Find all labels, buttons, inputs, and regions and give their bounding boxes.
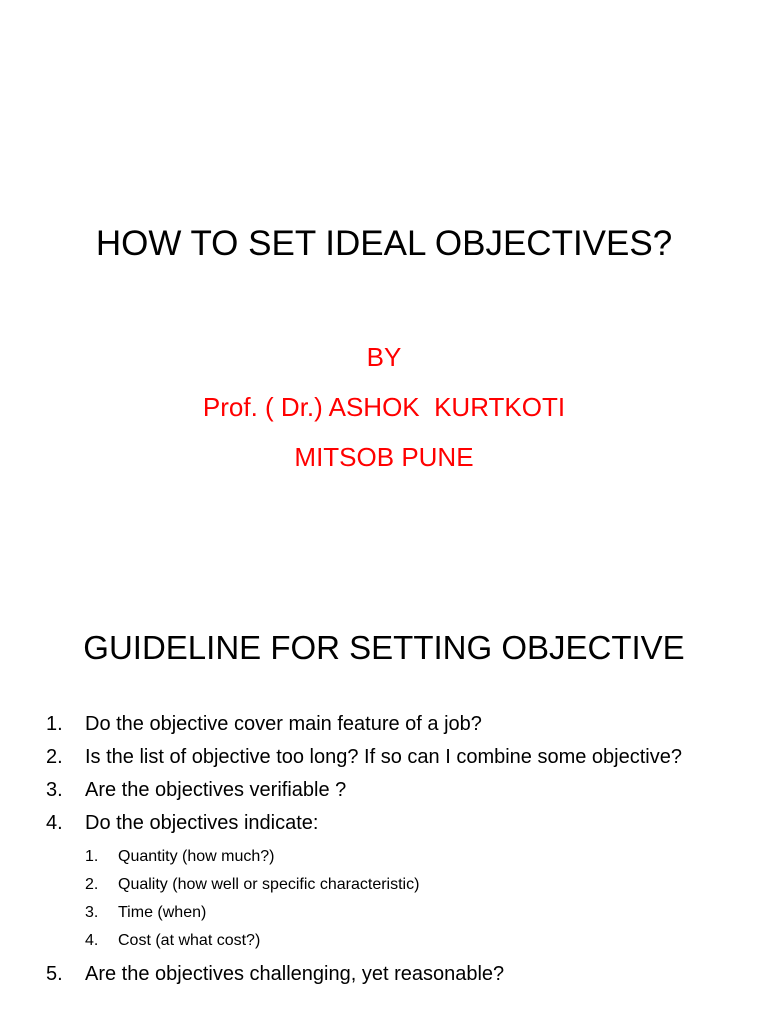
author-block <box>0 332 768 482</box>
sub-list-item <box>85 871 736 899</box>
sub-item-number: 3. <box>85 904 99 921</box>
item-number: 4. <box>46 812 63 834</box>
sub-item-text: Cost (at what cost?) <box>118 932 261 949</box>
sub-item-number: 2. <box>85 876 99 893</box>
sub-item-text: Time (when) <box>118 904 207 921</box>
sub-list <box>85 843 736 955</box>
slide-guidelines <box>0 576 768 1024</box>
sub-list-item <box>85 899 736 927</box>
item-number: 3. <box>46 779 63 801</box>
item-text: Do the objectives indicate: <box>85 812 319 834</box>
item-number: 1. <box>46 713 63 735</box>
list-item <box>46 710 736 738</box>
item-number: 5. <box>46 963 63 985</box>
sub-list-item <box>85 843 736 871</box>
list-item <box>46 776 736 804</box>
sub-list-item <box>85 927 736 955</box>
sub-item-text: Quality (how well or specific characteristic) <box>118 876 420 893</box>
item-text: Is the list of objective too long? If so can I combine some objective? <box>85 746 682 768</box>
item-text: Do the objective cover main feature of a job? <box>85 713 482 735</box>
item-text: Are the objectives verifiable ? <box>85 779 347 801</box>
item-text: Are the objectives challenging, yet reasonable? <box>85 963 505 985</box>
list-item <box>46 743 736 771</box>
sub-item-text: Quantity (how much?) <box>118 848 275 865</box>
sub-item-number: 4. <box>85 932 99 949</box>
presentation-title: HOW TO SET IDEAL OBJECTIVES? <box>95 224 673 263</box>
list-item <box>46 809 736 955</box>
item-number: 2. <box>46 746 63 768</box>
guidelines-title: GUIDELINE FOR SETTING OBJECTIVE <box>83 629 685 666</box>
author-institution: MITSOB PUNE <box>294 442 474 472</box>
author-name: Prof. ( Dr.) ASHOK KURTKOTI <box>202 392 566 422</box>
author-by: BY <box>366 342 402 372</box>
sub-item-number: 1. <box>85 848 99 865</box>
guidelines-list <box>46 710 736 993</box>
list-item <box>46 960 736 988</box>
